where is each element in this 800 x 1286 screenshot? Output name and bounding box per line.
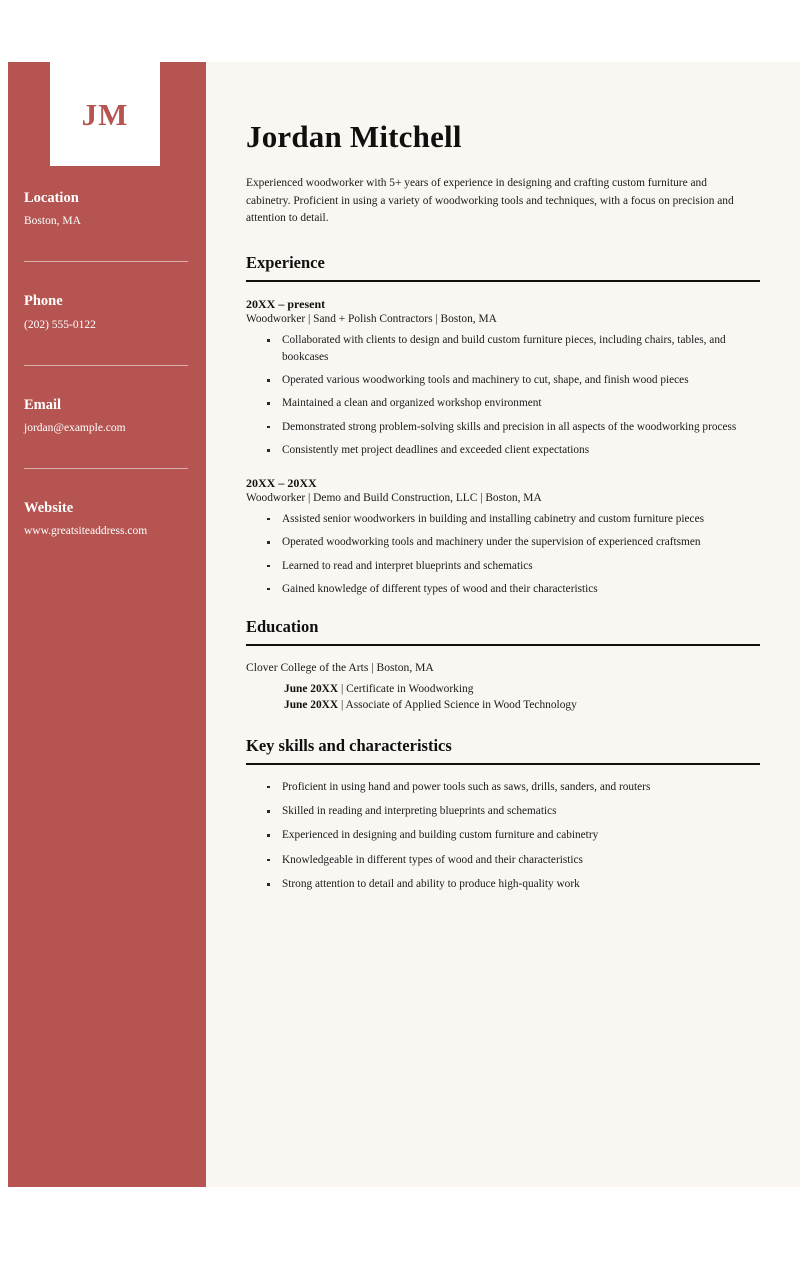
- contact-divider-1: [24, 261, 188, 262]
- resume-main-column: [206, 62, 800, 1187]
- contact-block-website: [24, 500, 190, 539]
- education-degree-name: Certificate in Woodworking: [346, 683, 474, 696]
- skills-heading: Key skills and characteristics: [246, 735, 452, 755]
- list-item: Proficient in using hand and power tools such as saws, drills, sanders, and routers: [266, 779, 760, 795]
- experience-rule: [246, 280, 760, 282]
- page-title: Jordan Mitchell: [246, 119, 462, 154]
- contact-value-email: jordan@example.com: [24, 422, 126, 435]
- skills-rule: [246, 763, 760, 765]
- list-item: Skilled in reading and interpreting blueprints and schematics: [266, 803, 760, 819]
- contact-label-website: Website: [24, 499, 74, 516]
- experience-title: Woodworker | Demo and Build Construction, LLC | Boston, MA: [246, 491, 542, 504]
- education-degree-separator: |: [338, 699, 346, 712]
- education-rule: [246, 644, 760, 646]
- list-item: Experienced in designing and building custom furniture and cabinetry: [266, 827, 760, 843]
- list-item: Maintained a clean and organized workshop environment: [266, 395, 760, 411]
- experience-date: 20XX – 20XX: [246, 475, 317, 490]
- experience-section: [246, 253, 760, 597]
- education-degree-separator: |: [338, 683, 347, 696]
- contact-list: [24, 190, 190, 539]
- education-degree-date: June 20XX: [284, 699, 339, 712]
- list-item: Operated woodworking tools and machinery under the supervision of experienced craftsmen: [266, 534, 760, 550]
- monogram-box: [50, 62, 160, 166]
- list-item: Operated various woodworking tools and machinery to cut, shape, and finish wood pieces: [266, 372, 760, 388]
- contact-block-phone: [24, 293, 190, 332]
- education-section: [246, 617, 760, 713]
- contact-label-email: Email: [24, 396, 62, 413]
- resume-page: [8, 62, 800, 1187]
- list-item: Collaborated with clients to design and build custom furniture pieces, including chairs, tables, and bookcases: [266, 332, 760, 365]
- list-item: Consistently met project deadlines and exceeded client expectations: [266, 442, 760, 458]
- education-degree-date: June 20XX: [284, 683, 339, 696]
- contact-divider-3: [24, 468, 188, 469]
- contact-label-phone: Phone: [24, 293, 63, 310]
- list-item: Learned to read and interpret blueprints and schematics: [266, 558, 760, 574]
- list-item: Strong attention to detail and ability to produce high-quality work: [266, 876, 760, 892]
- contact-block-email: [24, 397, 190, 436]
- experience-date: 20XX – present: [246, 297, 326, 312]
- education-degree-list: [246, 682, 760, 713]
- list-item: Assisted senior woodworkers in building and installing cabinetry and custom furniture pieces: [266, 511, 760, 527]
- education-heading: Education: [246, 617, 319, 637]
- experience-heading: Experience: [246, 253, 325, 273]
- list-item: Knowledgeable in different types of wood and their characteristics: [266, 852, 760, 868]
- contact-value-website: www.greatsiteaddress.com: [24, 525, 148, 538]
- experience-title: Woodworker | Sand + Polish Contractors | Boston, MA: [246, 313, 497, 326]
- education-degree-name: Associate of Applied Science in Wood Technology: [345, 699, 577, 712]
- experience-bullets: [246, 332, 760, 458]
- contact-value-location: Boston, MA: [24, 215, 81, 228]
- experience-entry: [246, 475, 760, 598]
- skills-section: [246, 736, 760, 893]
- education-degree: [284, 698, 760, 714]
- experience-bullets: [246, 511, 760, 598]
- contact-label-location: Location: [24, 190, 79, 206]
- education-degree: [284, 682, 760, 698]
- monogram-initials: JM: [81, 96, 129, 132]
- contact-block-location: [24, 190, 190, 229]
- contact-divider-2: [24, 365, 188, 366]
- professional-summary: Experienced woodworker with 5+ years of experience in designing and crafting custom furniture and cabinetry. Proficient in using a variety of woodworking tools and techniques, with a focus on precision and attention to detail.: [246, 177, 734, 224]
- skills-bullets: [246, 779, 760, 893]
- sidebar: [8, 62, 206, 1187]
- list-item: Gained knowledge of different types of wood and their characteristics: [266, 581, 760, 597]
- education-school: Clover College of the Arts | Boston, MA: [246, 661, 434, 675]
- contact-value-phone: (202) 555-0122: [24, 318, 96, 331]
- list-item: Demonstrated strong problem-solving skills and precision in all aspects of the woodworking process: [266, 419, 760, 435]
- experience-entry: [246, 296, 760, 458]
